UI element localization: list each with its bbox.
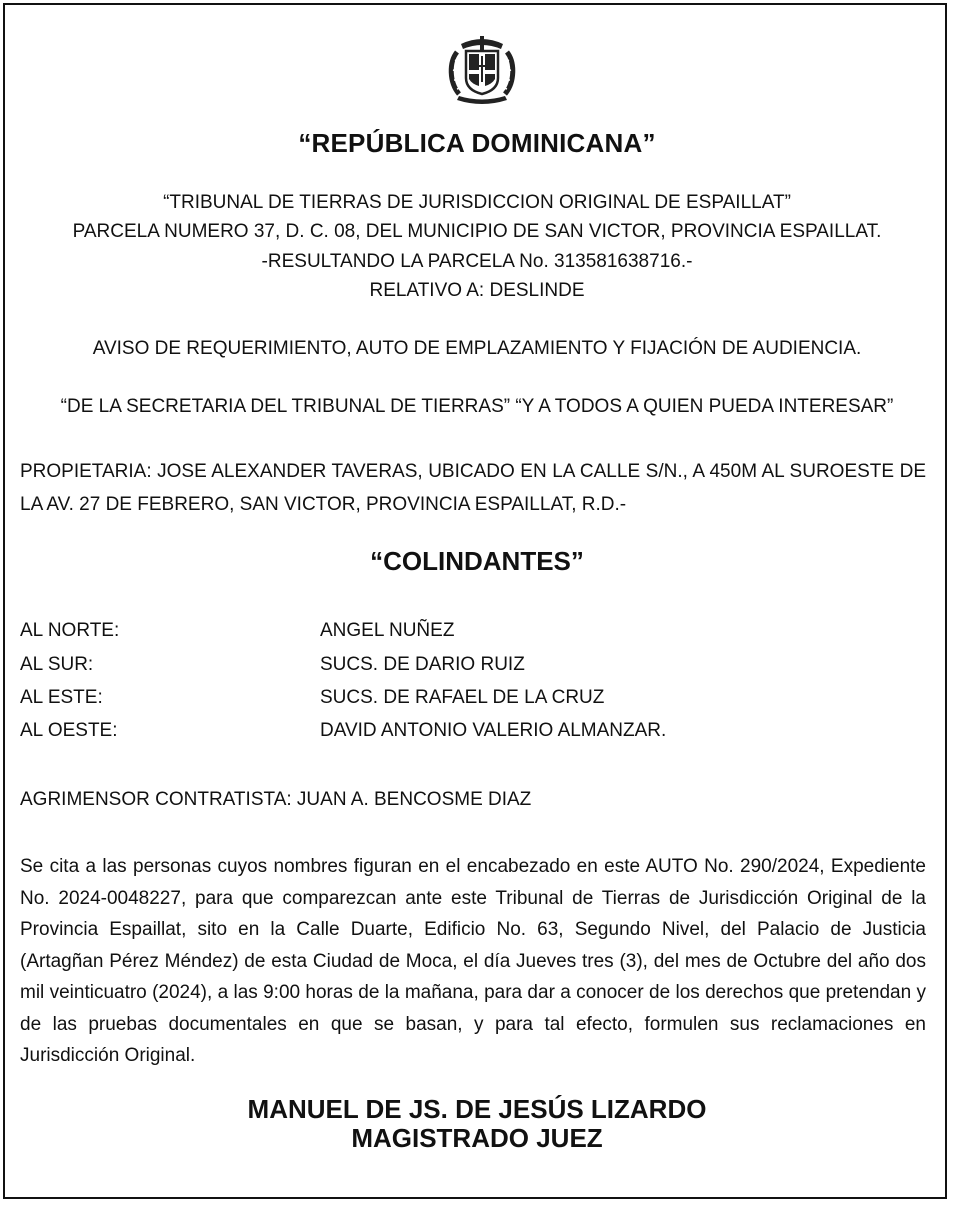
- addressees-line: “DE LA SECRETARIA DEL TRIBUNAL DE TIERRAS” “Y A TODOS A QUIEN PUEDA INTERESAR”: [60, 396, 894, 417]
- signatory-position: MAGISTRADO JUEZ: [351, 1123, 603, 1153]
- coat-of-arms-icon: [445, 34, 519, 108]
- surveyor-line: AGRIMENSOR CONTRATISTA: JUAN A. BENCOSME DIAZ: [20, 789, 532, 810]
- owner-paragraph: PROPIETARIA: JOSE ALEXANDER TAVERAS, UBICADO EN LA CALLE S/N., A 450M AL SUROESTE DE LA AV. 27 DE FEBRERO, SAN VICTOR, PROVINCIA ESPAILLAT, R.D.-: [20, 461, 926, 515]
- colindante-label: AL ESTE:: [20, 687, 103, 708]
- colindantes-title: “COLINDANTES”: [370, 546, 584, 576]
- republic-title: “REPÚBLICA DOMINICANA”: [298, 128, 656, 158]
- colindante-value: ANGEL NUÑEZ: [320, 620, 455, 641]
- summons-paragraph: Se cita a las personas cuyos nombres figuran en el encabezado en este AUTO No. 290/2024, Expediente No. 2024-0048227, para que comparezcan ante este Tribunal de Tierras de Jurisdicción Original de la Provincia Espaillat, sito en la Calle Duarte, Edificio No. 63, Segundo Nivel, del Palacio de Justicia (Artagñan Pérez Méndez) de esta Ciudad de Moca, el día Jueves tres (3), del mes de Octubre del año dos mil veinticuatro (2024), a las 9:00 horas de la mañana, para dar a conocer de los derechos que pretendan y de las pruebas documentales en que se basan, y para tal efecto, formulen sus reclamaciones en Jurisdicción Original.: [20, 856, 926, 1066]
- court-name: “TRIBUNAL DE TIERRAS DE JURISDICCION ORIGINAL DE ESPAILLAT”: [163, 192, 791, 213]
- resulting-parcel-line: -RESULTANDO LA PARCELA No. 313581638716.-: [261, 251, 693, 272]
- relative-line: RELATIVO A: DESLINDE: [369, 280, 585, 301]
- notice-heading: AVISO DE REQUERIMIENTO, AUTO DE EMPLAZAMIENTO Y FIJACIÓN DE AUDIENCIA.: [92, 338, 862, 359]
- colindante-value: DAVID ANTONIO VALERIO ALMANZAR.: [320, 720, 667, 741]
- signatory-name: MANUEL DE JS. DE JESÚS LIZARDO: [247, 1094, 707, 1124]
- colindante-label: AL SUR:: [20, 654, 94, 675]
- colindante-value: SUCS. DE RAFAEL DE LA CRUZ: [320, 687, 605, 708]
- colindante-value: SUCS. DE DARIO RUIZ: [320, 654, 525, 675]
- parcel-line: PARCELA NUMERO 37, D. C. 08, DEL MUNICIPIO DE SAN VICTOR, PROVINCIA ESPAILLAT.: [72, 221, 882, 242]
- colindante-label: AL OESTE:: [20, 720, 118, 741]
- colindante-label: AL NORTE:: [20, 620, 120, 641]
